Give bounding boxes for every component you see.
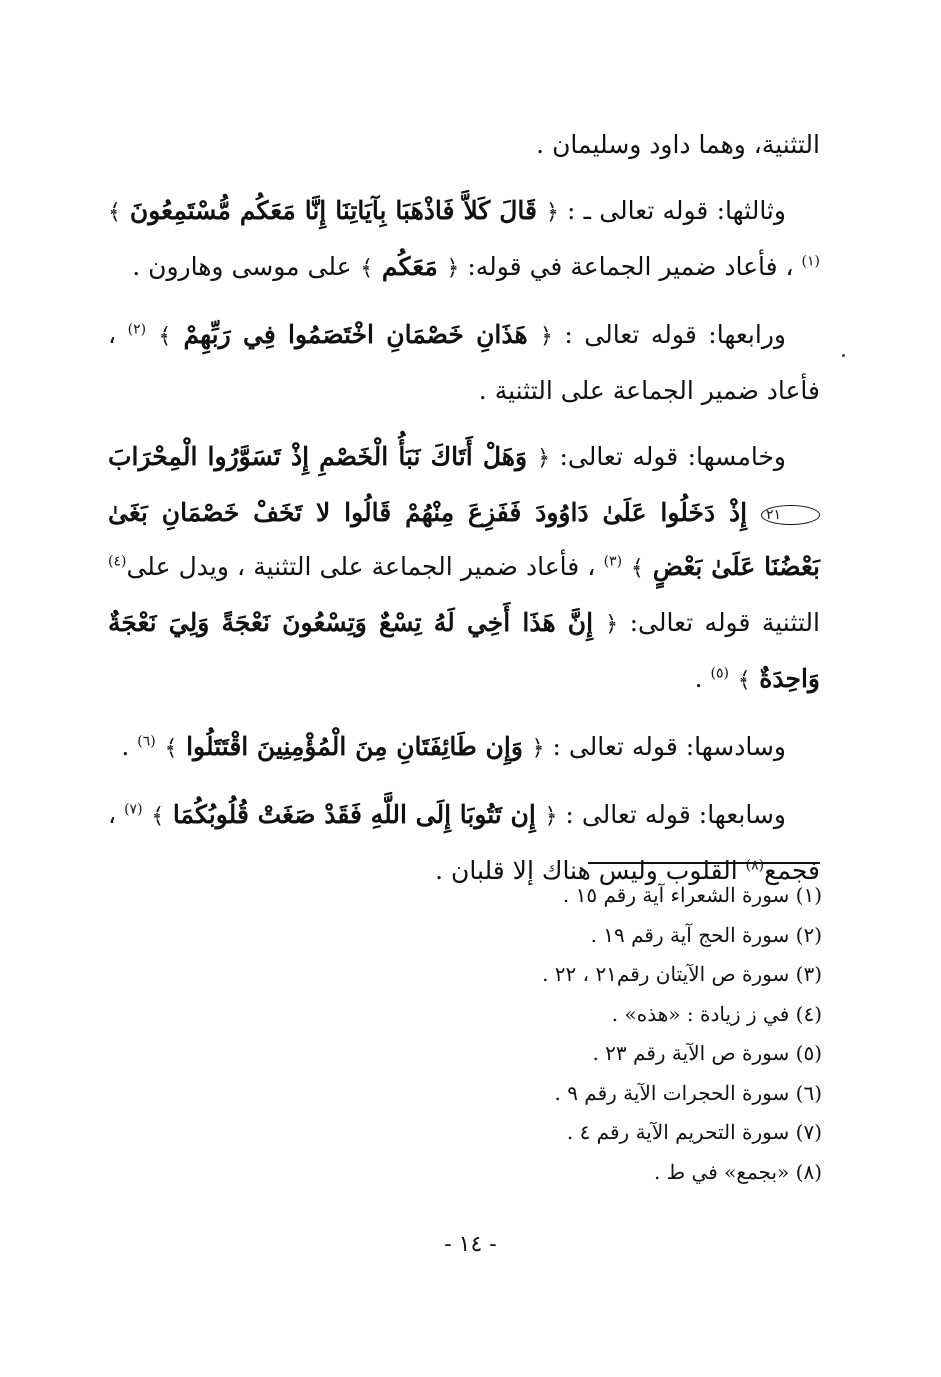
verse-text: هَذَانِ خَصْمَانِ اخْتَصَمُوا فِي رَبِّهِمْ <box>183 320 528 349</box>
verse-text: قَالَ كَلاَّ فَاذْهَبَا بِآيَاتِنَا إِنَّا مَعَكُم مُّسْتَمِعُونَ <box>129 196 537 225</box>
text-segment: ، فأعاد ضمير الجماعة في قوله: <box>459 252 794 281</box>
quran-bracket-close: ﴾ <box>158 324 172 349</box>
text-segment: القلوب وليس هناك إلا قلبان . <box>435 856 738 885</box>
quran-bracket-close: ﴾ <box>164 736 178 761</box>
quran-bracket-open: ﴿ <box>605 612 619 637</box>
text-segment: على موسى وهارون . <box>132 252 352 281</box>
footnote-ref[interactable]: (٥) <box>710 665 729 682</box>
text-segment: وخامسها: قوله تعالى: <box>550 442 786 471</box>
text-segment: . <box>694 664 703 693</box>
footnote-ref[interactable]: (٢) <box>127 321 147 338</box>
verse-text: وَهَلْ أَتَاكَ نَبَأُ الْخَصْمِ إِذْ تَسَوَّرُوا الْمِحْرَابَ <box>108 442 528 471</box>
verse-text: إِن تَتُوبَا إِلَى اللَّهِ فَقَدْ صَغَتْ قُلُوبُكُمَا <box>172 800 536 829</box>
quran-bracket-close: ﴾ <box>737 668 751 693</box>
ayah-number-marker: ٢١ <box>761 505 820 525</box>
text-segment: التثنية قوله تعالى: <box>618 608 820 637</box>
quran-bracket-close: ﴾ <box>360 256 374 281</box>
footnote-ref[interactable]: (٤) <box>108 553 127 570</box>
paragraph-third <box>108 184 820 296</box>
quran-verse <box>146 320 553 349</box>
footnote-ref[interactable]: (٨) <box>745 857 765 874</box>
text-segment: وسابعها: قوله تعالى : <box>557 800 786 829</box>
quran-bracket-open: ﴿ <box>544 804 558 829</box>
margin-mark <box>842 354 845 357</box>
footnote-item: (٢) سورة الحج آية رقم ١٩ . <box>590 922 822 947</box>
quran-bracket-close: ﴾ <box>108 200 121 225</box>
page-number: - ١٤ - <box>444 1232 497 1257</box>
footnote-item: (٧) سورة التحريم الآية رقم ٤ . <box>566 1120 822 1144</box>
quran-verse <box>108 196 559 225</box>
verse-text: إِذْ دَخَلُوا عَلَىٰ دَاوُودَ فَفَزِعَ مِنْهُمْ قَالُوا لا تَخَفْ خَصْمَانِ بَغَىٰ بَعْضُنَا عَلَىٰ بَعْضٍ <box>108 498 820 581</box>
verse-text: إِنَّ هَذَا أَخِي لَهُ تِسْعٌ وَتِسْعُونَ نَعْجَةً وَلِيَ نَعْجَةٌ وَاحِدَةٌ <box>108 608 820 693</box>
footnote-ref[interactable]: (١) <box>801 253 820 270</box>
quran-bracket-open: ﴿ <box>537 446 551 471</box>
footnotes <box>300 876 822 1192</box>
text-segment: ورابعها: قوله تعالى : <box>552 320 786 349</box>
footnote-item: (٣) سورة ص الآيتان رقم٢١ ، ٢٢ . <box>542 962 822 986</box>
paragraph-fourth <box>108 308 820 418</box>
text-segment: ، فجمع <box>108 800 820 885</box>
text-segment: ، فأعاد ضمير الجماعة على التثنية ، ويدل على <box>126 552 596 581</box>
paragraph-sixth <box>108 720 820 776</box>
main-text <box>108 118 820 910</box>
footnote-item: (٨) «بجمع» في ط . <box>653 1159 822 1184</box>
verse-text: وَإِن طَائِفَتَانِ مِنَ الْمُؤْمِنِينَ اقْتَتَلُوا <box>186 732 523 761</box>
footnote-item: (٥) سورة ص الآية رقم ٢٣ . <box>592 1041 822 1065</box>
quran-bracket-close: ﴾ <box>151 804 165 829</box>
text-segment: . <box>121 732 130 761</box>
footnote-item: (١) سورة الشعراء آية رقم ١٥ . <box>562 883 822 907</box>
text-segment: وثالثها: قوله تعالى ـ : <box>558 196 786 225</box>
paragraph-intro: التثنية، وهما داود وسليمان . <box>536 130 820 159</box>
text-segment: ، فأعاد ضمير الجماعة على التثنية . <box>108 320 820 405</box>
quran-bracket-open: ﴿ <box>531 736 545 761</box>
quran-verse <box>156 732 545 761</box>
footnote-item: (٤) في ز زيادة : «هذه» . <box>611 1001 822 1026</box>
quran-bracket-open: ﴿ <box>539 324 553 349</box>
verse-text: مَعَكُم <box>381 252 438 281</box>
footnote-item: (٦) سورة الحجرات الآية رقم ٩ . <box>554 1080 822 1105</box>
quran-word <box>352 252 460 281</box>
quran-bracket-open: ﴿ <box>446 256 460 281</box>
text-segment: وسادسها: قوله تعالى : <box>544 732 786 761</box>
paragraph-fifth <box>108 430 820 708</box>
quran-bracket-open: ﴿ <box>545 200 559 225</box>
quran-bracket-close: ﴾ <box>630 556 644 581</box>
footnote-separator <box>588 862 820 864</box>
quran-verse <box>143 800 558 829</box>
footnote-ref[interactable]: (٧) <box>124 801 143 818</box>
footnote-ref[interactable]: (٣) <box>603 553 623 570</box>
footnote-ref[interactable]: (٦) <box>137 733 156 750</box>
